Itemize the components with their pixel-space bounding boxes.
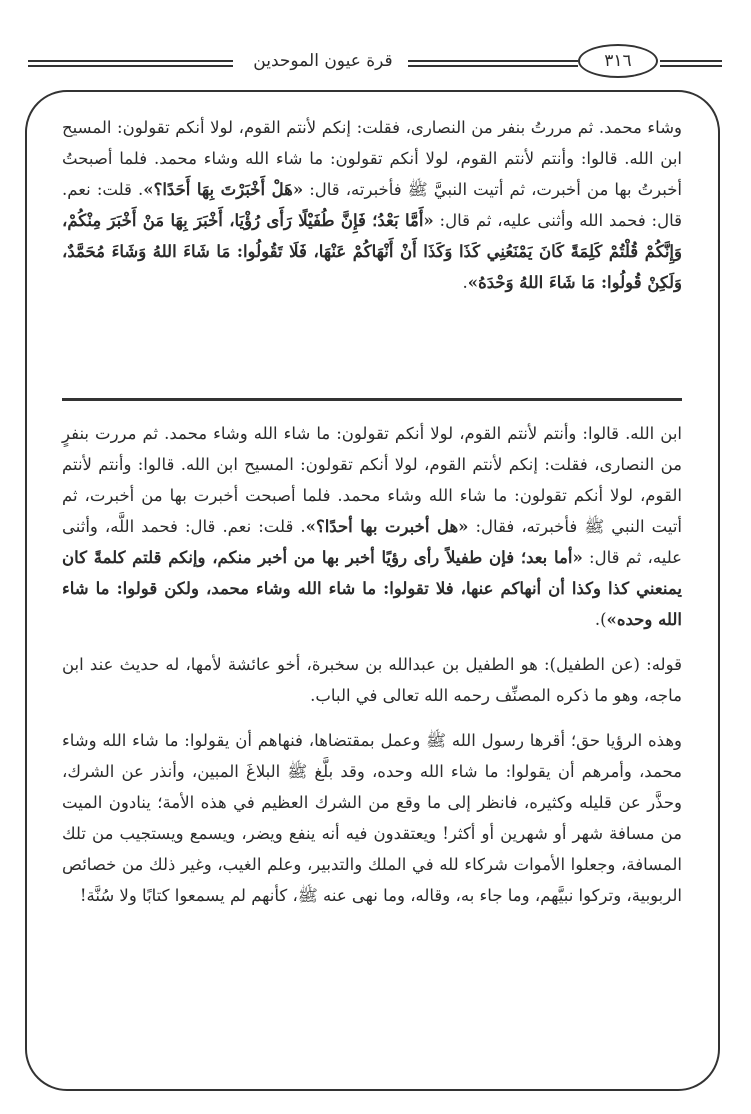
header-rule-middle [408, 60, 578, 67]
header-rule-left [28, 60, 233, 67]
hadith-quote: «أَمَّا بَعْدُ؛ فَإِنَّ طُفَيْلًا رَأَى رُؤْيَا، أَخْبَرَ بِهَا مَنْ أَخْبَرَ مِنْكُمْ، وَإِنَّكُمْ قُلْتُمْ كَلِمَةً كَانَ يَمْنَعُنِي كَذَا وَكَذَا أَنْ أَنْهَاكُمْ عَنْهَا، فَلَا تَقُولُوا: مَا شَاءَ اللهُ وَشَاءَ مُحَمَّدٌ، وَلَكِنْ قُولُوا: مَا شَاءَ اللهُ وَحْدَهُ» [62, 211, 682, 292]
text-run: ابن الله. قالوا: وأنتم لأنتم القوم، لولا أنكم تقولون: ما شاء الله وشاء محمد. ثم مررت بنفرٍ من النصارى، فقلت: إنكم لأنتم القوم، لولا أنكم تقولون: المسيح ابن الله. قالوا: وأنتم لأنتم القوم، لولا أنكم تقولون: ما شاء الله وشاء محمد. فلما أصبحت أخبرت بها من أخبرت، ثم أتيت النبي ﷺ فأخبرته، فقال: [62, 424, 682, 536]
text-run: . قلت: نعم. قال: فحمد الله وأثنى عليه، ثم قال: [62, 180, 682, 230]
book-title: قرة عيون الموحدين [253, 51, 393, 71]
text-run: . [462, 273, 468, 292]
paragraph-gap [62, 635, 682, 649]
commentary-paragraph: قوله: (عن الطفيل): هو الطفيل بن عبدالله بن سخبرة، أخو عائشة لأمها، له حديث عند ابن ماجه، وهو ما ذكره المصنِّف رحمه الله تعالى في الباب. [62, 655, 682, 705]
page-number: ٣١٦ [578, 44, 658, 78]
hadith-paragraph [62, 112, 682, 298]
page-content [62, 112, 682, 911]
paragraph-gap [62, 711, 682, 725]
commentary-paragraph: وهذه الرؤيا حق؛ أقرها رسول الله ﷺ وعمل بمقتضاها، فنهاهم أن يقولوا: ما شاء الله وشاء محمد، وأمرهم أن يقولوا: ما شاء الله وحده، وقد بلَّغ ﷺ البلاغَ المبين، وأنذر عن الشرك، وحذَّر عن قليله وكثيره، فانظر إلى ما وقع من الشرك العظيم في هذه الأمة؛ ينادون الميت من مسافة شهر أو شهرين أو أكثر! ويعتقدون فيه أنه ينفع ويضر، ويسمع ويستجيب من تلك المسافة، وجعلوا الأموات شركاء لله في الملك والتدبير، وعلم الغيب، وغير ذلك من خصائص الربوبية، وتركوا نبيَّهم، وما جاء به، وقاله، وما نهى عنه ﷺ، كأنهم لم يسمعوا كتابًا ولا سُنَّة! [62, 731, 682, 905]
header-rule-right [660, 60, 722, 67]
commentary-paragraph [62, 418, 682, 635]
hadith-quote: «هل أخبرت بها أحدًا؟» [305, 517, 469, 536]
hadith-quote: «أما بعد؛ فإن طفيلاً رأى رؤيًا أخبر بها من أخبر منكم، وإنكم قلتم كلمةً كان يمنعني كذا وكذا أن أنهاكم عنها، فلا تقولوا: ما شاء الله وشاء محمد، ولكن قولوا: ما شاء الله وحده» [62, 548, 682, 629]
text-run: وشاء محمد. ثم مررتُ بنفر من النصارى، فقلت: إنكم لأنتم القوم، لولا أنكم تقولون: المسيح ابن الله. قالوا: وأنتم لأنتم القوم، لولا أنكم تقولون: ما شاء الله وشاء محمد. فلما أصبحتُ أخبرتُ بها من أخبرت، ثم أتيت النبيَّ ﷺ فأخبرته، قال: [62, 118, 683, 199]
hadith-quote: «هَلْ أَخْبَرْتَ بِهَا أَحَدًا؟» [143, 180, 304, 199]
text-run: ). [594, 610, 607, 629]
text-run: . قلت: نعم. قال: فحمد اللَّه، وأثنى عليه، ثم قال: [62, 517, 682, 567]
hadith-text-section [62, 112, 682, 362]
section-divider [62, 398, 682, 401]
commentary-section [62, 418, 682, 911]
page-header [0, 0, 751, 90]
